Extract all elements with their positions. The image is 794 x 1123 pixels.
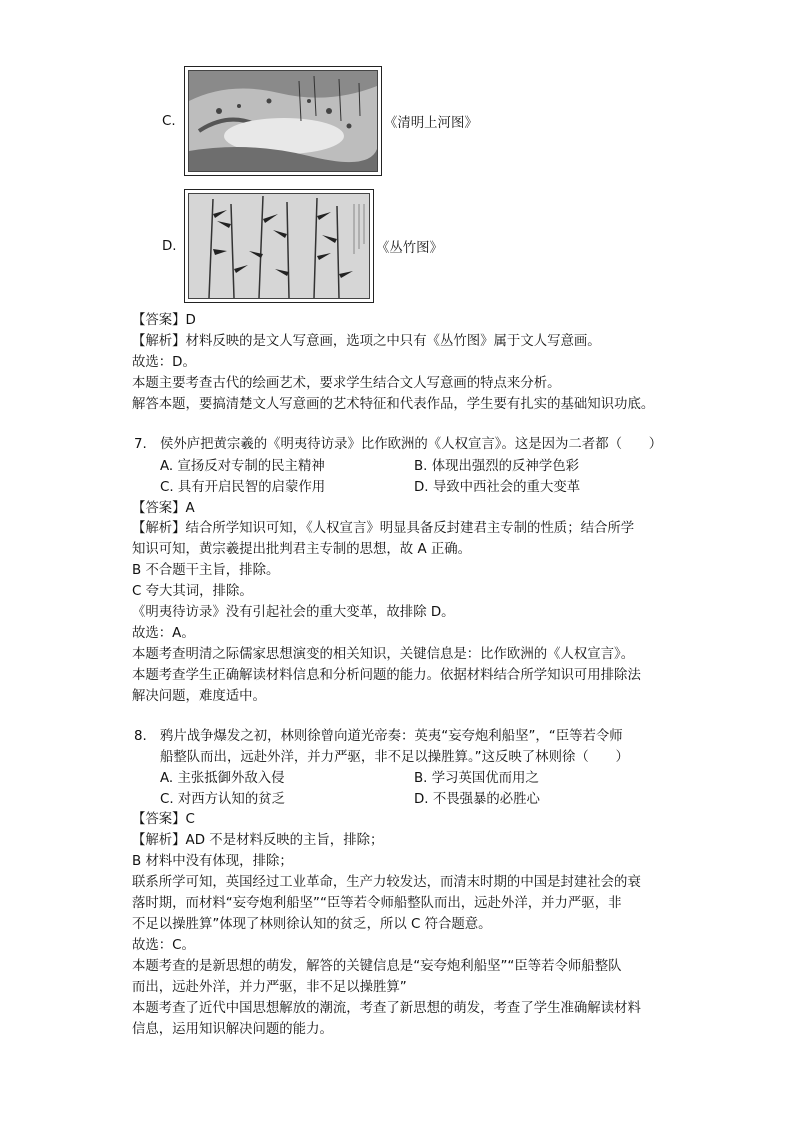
q7-number: 7. bbox=[134, 437, 147, 452]
q8-option-a: A. 主张抵御外敌入侵 bbox=[160, 771, 285, 786]
q7-option-a: A. 宣扬反对专制的民主精神 bbox=[160, 459, 325, 474]
q6-note-2: 解答本题，要搞清楚文人写意画的艺术特征和代表作品，学生要有扎实的基础知识功底。 bbox=[132, 397, 655, 412]
option-c-caption: 《清明上河图》 bbox=[384, 115, 478, 131]
q8-option-b: B. 学习英国优而用之 bbox=[414, 771, 539, 786]
qingming-painting-frame bbox=[184, 66, 382, 176]
q8-note-3: 本题考查了近代中国思想解放的潮流，考查了新思想的萌发，考查了学生准确解读材料 bbox=[132, 1001, 641, 1016]
q8-analysis-3: 联系所学可知，英国经过工业革命，生产力较发达，而清末时期的中国是封建社会的衰 bbox=[132, 875, 641, 890]
q7-note-2: 本题考查学生正确解读材料信息和分析问题的能力。依据材料结合所学知识可用排除法 bbox=[132, 668, 641, 683]
q7-analysis-1: 【解析】结合所学知识可知，《人权宣言》明显具备反封建君主专制的性质；结合所学 bbox=[132, 521, 635, 536]
q8-note-4: 信息，运用知识解决问题的能力。 bbox=[132, 1022, 333, 1037]
q7-stem: 侯外庐把黄宗羲的《明夷待访录》比作欧洲的《人权宣言》。这是因为二者都（ ） bbox=[160, 437, 663, 452]
q7-line-c: C 夸大其词，排除。 bbox=[132, 584, 253, 599]
bamboo-painting-image bbox=[188, 193, 370, 299]
q8-analysis-5: 不足以操胜算”体现了林则徐认知的贫乏，所以 C 符合题意。 bbox=[132, 917, 492, 932]
q8-stem-2: 船整队而出，远赴外洋，并力严驱，非不足以操胜算。”这反映了林则徐（ ） bbox=[160, 750, 629, 765]
q8-note-1: 本题考查的是新思想的萌发，解答的关键信息是“妄夸炮利船坚”“臣等若令师船整队 bbox=[132, 959, 622, 974]
option-c-letter: C. bbox=[162, 113, 176, 129]
q8-analysis-4: 落时期，而材料“妄夸炮利船坚”“臣等若令师船整队而出，远赴外洋，并力严驱，非 bbox=[132, 896, 622, 911]
q6-note-1: 本题主要考查古代的绘画艺术，要求学生结合文人写意画的特点来分析。 bbox=[132, 376, 561, 391]
q7-conclusion: 故选：A。 bbox=[132, 626, 195, 641]
qingming-painting-icon bbox=[189, 71, 377, 171]
q8-note-2: 而出，远赴外洋，并力严驱，非不足以操胜算” bbox=[132, 980, 407, 995]
q8-number: 8. bbox=[134, 729, 147, 744]
q8-option-d: D. 不畏强暴的必胜心 bbox=[414, 792, 540, 807]
q8-conclusion: 故选：C。 bbox=[132, 938, 195, 953]
qingming-painting-image bbox=[188, 70, 378, 172]
q7-answer: 【答案】A bbox=[132, 501, 195, 516]
q8-answer: 【答案】C bbox=[132, 812, 195, 827]
q8-stem-1: 鸦片战争爆发之初，林则徐曾向道光帝奏：英夷“妄夸炮利船坚”，“臣等若令师 bbox=[160, 729, 623, 744]
option-c-image-row bbox=[162, 66, 478, 176]
q7-note-1: 本题考查明清之际儒家思想演变的相关知识，关键信息是：比作欧洲的《人权宣言》。 bbox=[132, 647, 635, 662]
option-d-image-row bbox=[162, 189, 443, 303]
q7-option-c: C. 具有开启民智的启蒙作用 bbox=[160, 480, 326, 495]
option-d-letter: D. bbox=[162, 238, 177, 254]
q7-line-d: 《明夷待访录》没有引起社会的重大变革，故排除 D。 bbox=[132, 605, 455, 620]
q7-option-b: B. 体现出强烈的反神学色彩 bbox=[414, 459, 579, 474]
q7-note-3: 解决问题，难度适中。 bbox=[132, 689, 266, 704]
q7-line-b: B 不合题干主旨，排除。 bbox=[132, 563, 280, 578]
q8-analysis-2: B 材料中没有体现，排除； bbox=[132, 854, 293, 869]
bamboo-painting-frame bbox=[184, 189, 374, 303]
q8-analysis-1: 【解析】AD 不是材料反映的主旨，排除； bbox=[132, 833, 384, 848]
q8-option-c: C. 对西方认知的贫乏 bbox=[160, 792, 285, 807]
q6-conclusion: 故选：D。 bbox=[132, 355, 196, 370]
option-d-caption: 《丛竹图》 bbox=[376, 240, 443, 256]
bamboo-painting-icon bbox=[189, 194, 369, 298]
q6-analysis: 【解析】材料反映的是文人写意画，选项之中只有《丛竹图》属于文人写意画。 bbox=[132, 334, 601, 349]
q6-answer: 【答案】D bbox=[132, 313, 196, 328]
q7-option-d: D. 导致中西社会的重大变革 bbox=[414, 480, 581, 495]
q7-analysis-2: 知识可知，黄宗羲提出批判君主专制的思想，故 A 正确。 bbox=[132, 542, 472, 557]
